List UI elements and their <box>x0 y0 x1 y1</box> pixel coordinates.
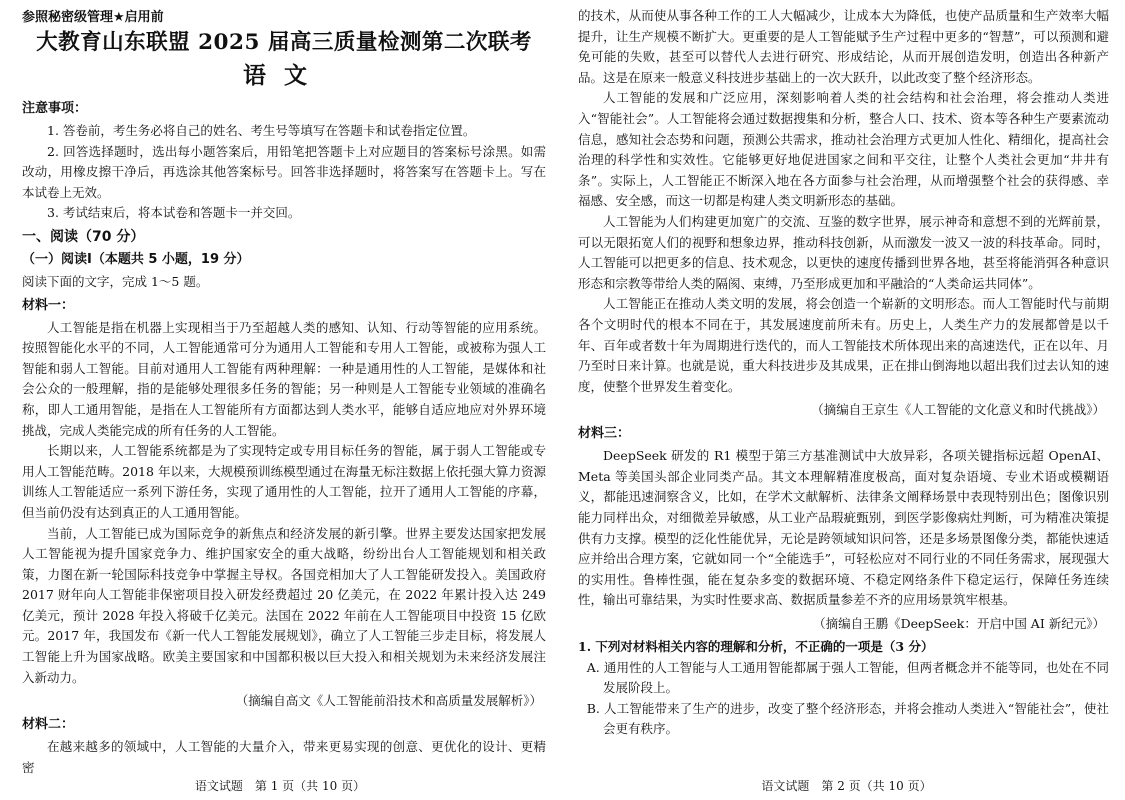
material-3-paragraph: DeepSeek 研发的 R1 模型于第三方基准测试中大放异彩，各项关键指标远超 OpenAI、Meta 等美国头部企业同类产品。其文本理解精准度极高，面对复杂语境、专业术语或模糊语义，都能迅速洞察含义，比如，在学术文献解析、法律条文阐释场景中表现特别出色；图像识别能力同样出众，对细微差异敏感，从工业产品瑕疵甄别，到医学影像病灶判断，可为精准决策提供有力支撑。模型的泛化性能优异，无论是跨领域知识问答，还是多场景图像分类，都能快速适应并给出合理方案，它就如同一个“全能选手”，可轻松应对不同行业的不同任务需求，展现强大的实用性。鲁棒性强，能在复杂多变的数据环境、不稳定网络条件下稳定运行，保障任务连续性，输出可靠结果，为实时性要求高、数据质量参差不齐的应用场景筑牢根基。 <box>578 448 1109 608</box>
page-1 <box>0 0 560 800</box>
material-3-source: （摘编自王鹏《DeepSeek：开启中国 AI 新纪元》） <box>813 616 1105 632</box>
material-2-paragraph: 人工智能为人们构建更加宽广的交流、互鉴的数字世界，展示神奇和意想不到的光辉前景，可以无限拓宽人们的视野和想象边界，推动科技创新，从而激发一波又一波的科技革命。同时，人工智能可以把更多的信息、技术观念，以更快的速度传播到世界各地，甚至将能消弭各种意识形态和宗教等带给人类的隔阂、束缚，乃至形成更加和平融洽的“人类命运共同体”。 <box>578 213 1109 291</box>
material-1-paragraph: 当前，人工智能已成为国际竞争的新焦点和经济发展的新引擎。世界主要发达国家把发展人工智能视为提升国家竞争力、维护国家安全的重大战略，纷纷出台人工智能规划和相关政策，力图在新一轮国际科技竞争中掌握主导权。各国竞相加大了人工智能研发投入。美国政府2017 财年向人工智能非保密项目投入研发经费超过 20 亿美元，在 2022 年累计投入达 249 亿美元，预计 2028 年投入将破千亿美元。法国在 2022 年前在人工智能项目中投资 15 亿欧元。2017 年，我国发布《新一代人工智能发展规划》，确立了人工智能三步走目标，将发展人工智能上升为国家战略。欧美主要国家和中国都积极以巨大投入和相关规划为未来经济发展注入新动力。 <box>22 525 546 685</box>
page-1-footer: 语文试题 第 1 页（共 10 页） <box>194 779 366 793</box>
exam-title: 大教育山东联盟 2025 届高三质量检测第二次联考 <box>36 30 532 55</box>
question-1: 1. 下列对材料相关内容的理解和分析，不正确的一项是（3 分） <box>578 639 934 655</box>
material-3-label: 材料三： <box>578 426 631 442</box>
subject-title: 语文 <box>243 62 325 89</box>
notice-item: 3. 考试结束后，将本试卷和答题卡一并交回。 <box>47 205 301 221</box>
question-1-option-a: A. 通用性的人工智能与人工通用智能都属于强人工智能，但两者概念并不能等同，也处在不同发展阶段上。 <box>586 659 1109 696</box>
page-2-footer: 语文试题 第 2 页（共 10 页） <box>761 779 932 793</box>
material-1-paragraph: 长期以来，人工智能系统都是为了实现特定或专用目标任务的智能，属于弱人工智能或专用人工智能范畴。2018 年以来，大规模预训练模型通过在海量无标注数据上依托强大算力资源训练人工智能适应一系列下游任务，实现了通用性的人工智能，拉开了通用人工智能的序幕，但当前仍没有达到真正的人工通用智能。 <box>22 443 546 520</box>
notice-item: 2. 回答选择题时，选出每小题答案后，用铅笔把答题卡上对应题目的答案标号涂黑。如需改动，用橡皮擦干净后，再选涂其他答案标号。回答非选择题时，将答案写在答题卡上。写在本试卷上无效。 <box>22 143 546 200</box>
material-2-paragraph: 人工智能的发展和广泛应用，深刻影响着人类的社会结构和社会治理，将会推动人类进入“智能社会”。人工智能将会通过数据搜集和分析，整合人口、技术、资本等各种生产要素流动信息，感知社会态势和问题，预测公共需求，推动社会治理方式更加人性化、精细化，提高社会治理的科学性和实效性。它能够更好地促进国家之间和平交往，让整个人类社会更加“井井有条”。实际上，人工智能正不断深入地在各方面参与社会治理，从而增强整个社会的获得感、幸福感、安全感，而这一切都是构建人类文明新形态的基础。 <box>578 90 1109 209</box>
material-1-source: （摘编自高文《人工智能前沿技术和高质量发展解析》） <box>235 693 542 709</box>
material-1-paragraph: 人工智能是指在机器上实现相当于乃至超越人类的感知、认知、行动等智能的应用系统。按照智能化水平的不同，人工智能通常可分为通用人工智能和专用人工智能，或被称为强人工智能和弱人工智能。目前对通用人工智能有两种理解：一种是通用性的人工智能，是媒体和社会公众的一般理解，指的是能够处理很多任务的智能；另一种则是人工智能专业领域的准确名称，即人工通用智能，是指在人工智能所有方面都达到人类水平，能够自适应地应对外界环境挑战，完成人类能完成的所有任务的人工智能。 <box>22 319 546 438</box>
question-1-option-b: B. 人工智能带来了生产的进步，改变了整个经济形态，并将会推动人类进入“智能社会”，使社会更有秩序。 <box>586 700 1109 737</box>
material-2-source: （摘编自王京生《人工智能的文化意义和时代挑战》） <box>811 402 1105 418</box>
material-2-paragraph: 人工智能正在推动人类文明的发展，将会创造一个崭新的文明形态。而人工智能时代与前期各个文明时代的根本不同在于，其发展速度前所未有。历史上，人类生产力的发展都曾是以千年、百年或者数十年为周期进行迭代的，而人工智能技术所体现出来的高速迭代，正在以年、月乃至时日来计算。也就是说，重大科技进步及其成果，正在排山倒海地以超出我们过去认知的速度，使整个世界发生着变化。 <box>578 296 1109 394</box>
material-2-paragraph-continued: 的技术，从而使从事各种工作的工人大幅减少，让成本大为降低，也使产品质量和生产效率大幅提升，让生产规模不断扩大。更重要的是人工智能赋予生产过程中更多的“智慧”，可以预测和避免可能的失败，甚至可以替代人去进行研究、形成结论，从而开展创造发明，创造出各种新产品。这是在原来一般意义科技进步基础上的一次大跃升，以此改变了整个经济形态。 <box>578 8 1109 85</box>
notice-heading: 注意事项： <box>22 101 88 116</box>
material-1-label: 材料一： <box>22 297 75 313</box>
notice-item: 1. 答卷前，考生务必将自己的姓名、考生号等填写在答题卡和试卷指定位置。 <box>47 123 476 138</box>
confidential-label: 参照秘密级管理★启用前 <box>22 10 164 25</box>
material-2-label: 材料二： <box>22 717 75 733</box>
section-heading: 一、阅读（70 分） <box>22 228 145 245</box>
material-2-paragraph-start: 在越来越多的领域中，人工智能的大量介入，带来更易实现的创意、更优化的设计、更精密 <box>22 739 546 775</box>
reading-instruction: 阅读下面的文字，完成 1～5 题。 <box>22 273 209 289</box>
subsection-heading: （一）阅读Ⅰ（本题共 5 小题，19 分） <box>22 251 250 267</box>
page-2 <box>568 0 1125 800</box>
